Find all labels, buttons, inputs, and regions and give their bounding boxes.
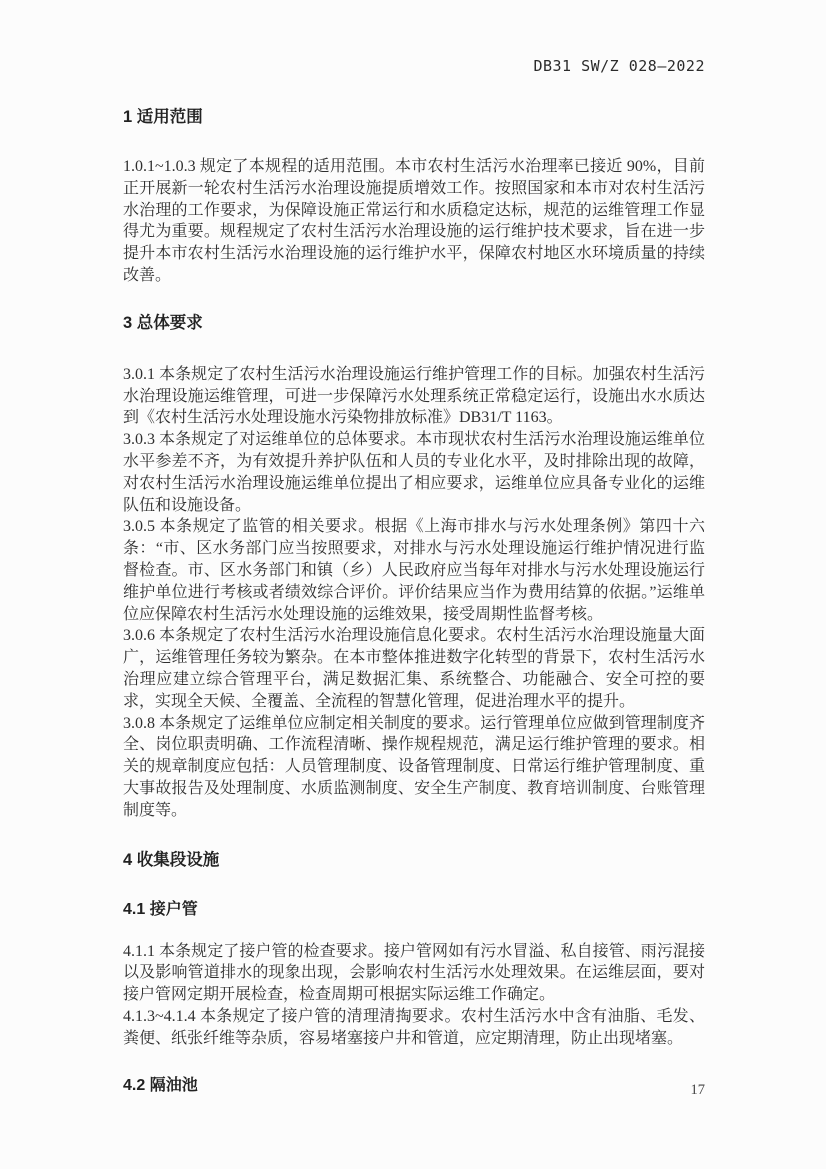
paragraph-1-0-1: 1.0.1~1.0.3 规定了本规程的适用范围。本市农村生活污水治理率已接近 90%，目前正开展新一轮农村生活污水治理设施提质增效工作。按照国家和本市对农村生活污水治理的工作要求，为保障设施正常运行和水质稳定达标，规范的运维管理工作显得尤为重要。规程规定了农村生活污水治理设施的运行维护技术要求，旨在进一步提升本市农村生活污水治理设施的运行维护水平，保障农村地区水环境质量的持续改善。 xyxy=(123,158,705,284)
paragraph-3-0-3: 3.0.3 本条规定了对运维单位的总体要求。本市现状农村生活污水治理设施运维单位水平参差不齐，为有效提升养护队伍和人员的专业化水平，及时排除出现的故障，对农村生活污水治理设施运维单位提出了相应要求，运维单位应具备专业化的运维队伍和设施设备。 xyxy=(123,431,705,514)
paragraph-3-0-5: 3.0.5 本条规定了监管的相关要求。根据《上海市排水与污水处理条例》第四十六条：“市、区水务部门应当按照要求，对排水与污水处理设施运行维护情况进行监督检查。市、区水务部门和镇（乡）人民政府应当每年对排水与污水处理设施运行维护单位进行考核或者绩效综合评价。评价结果应当作为费用结算的依据。”运维单位应保障农村生活污水处理设施的运维效果，接受周期性监督考核。 xyxy=(123,518,705,623)
page-number: 17 xyxy=(690,1082,705,1098)
subsection-house-connection-body xyxy=(123,941,705,1050)
subsection-heading-house-connection-pipes: 4.1 接户管 xyxy=(123,900,198,918)
paragraph-4-1-1: 4.1.1 本条规定了接户管的检查要求。接户管网如有污水冒溢、私自接管、雨污混接以及影响管道排水的现象出现，会影响农村生活污水处理效果。在运维层面，要对接户管网定期开展检查，检查周期可根据实际运维工作确定。 xyxy=(123,942,705,1004)
paragraph-4-1-3: 4.1.3~4.1.4 本条规定了接户管的清理清掏要求。农村生活污水中含有油脂、毛发、粪便、纸张纤维等杂质，容易堵塞接户井和管道，应定期清理，防止出现堵塞。 xyxy=(123,1007,705,1047)
section-scope-body xyxy=(123,156,705,287)
paragraph-3-0-8: 3.0.8 本条规定了运维单位应制定相关制度的要求。运行管理单位应做到管理制度齐全、岗位职责明确、工作流程清晰、操作规程规范，满足运行维护管理的要求。相关的规章制度应包括：人员管理制度、设备管理制度、日常运行维护管理制度、重大事故报告及处理制度、水质监测制度、安全生产制度、教育培训制度、台账管理制度等。 xyxy=(123,714,705,819)
subsection-heading-grease-trap: 4.2 隔油池 xyxy=(123,1076,198,1094)
section-heading-general-requirements: 3 总体要求 xyxy=(123,313,203,332)
section-heading-collection-facilities: 4 收集段设施 xyxy=(123,850,220,869)
page-footer xyxy=(691,1082,706,1099)
page-header xyxy=(123,56,705,76)
paragraph-3-0-6: 3.0.6 本条规定了农村生活污水治理设施信息化要求。农村生活污水治理设施量大面广，运维管理任务较为繁杂。在本市整体推进数字化转型的背景下，农村生活污水治理应建立综合管理平台，满足数据汇集、系统整合、功能融合、安全可控的要求，实现全天候、全覆盖、全流程的智慧化管理，促进治理水平的提升。 xyxy=(123,627,705,710)
paragraph-3-0-1: 3.0.1 本条规定了农村生活污水治理设施运行维护管理工作的目标。加强农村生活污水治理设施运维管理，可进一步保障污水处理系统正常稳定运行，设施出水水质达到《农村生活污水处理设施水污染物排放标准》DB31/T 1163。 xyxy=(123,365,705,427)
section-heading-scope: 1 适用范围 xyxy=(123,108,203,126)
standard-code: DB31 SW/Z 028—2022 xyxy=(533,57,705,75)
section-general-requirements-body xyxy=(123,364,705,822)
